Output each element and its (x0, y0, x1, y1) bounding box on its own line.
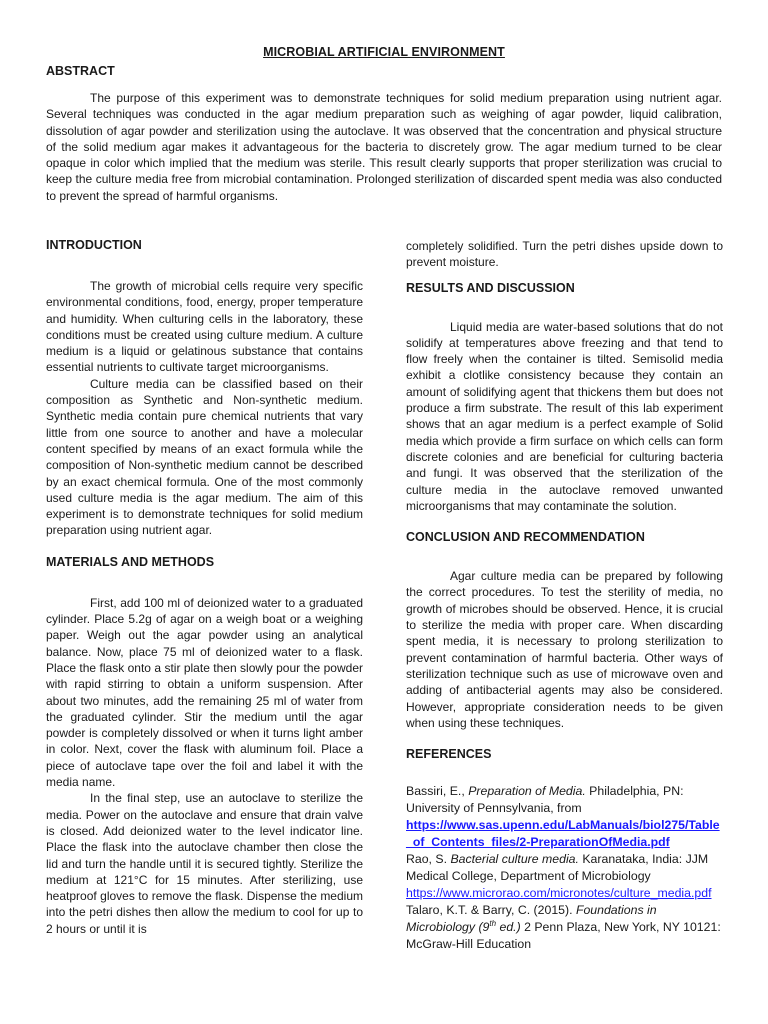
reference-title-end: ed.) (496, 920, 521, 935)
conclusion-paragraph: Agar culture media can be prepared by following the correct procedures. To test the sterility of media, no growth of microbes should be observed. Hence, it is crucial to sterilize the media with proper care. When discarding spent media, it is necessary to prolong sterilization to prevent contamination of harmful bacteria. Other ways of sterilization technique such as use of microwave oven and adding of antibacterial agents may also be considered. However, appropriate consideration needs to be given when using these techniques. (406, 569, 723, 730)
abstract-body: The purpose of this experiment was to demonstrate techniques for solid medium preparation using nutrient agar. Several techniques was conducted in the agar medium preparation such as weighing of agar powder, liquid calibration, dissolution of agar powder and sterilization using the autoclave. It was observed that the concentration and physical structure of the solid medium agar makes it advantageous for the bacteria to discretely grow. The agar medium turned to be clear opaque in color which implied that the medium was sterile. This result clearly supports that proper sterilization was crucial to keep the culture media free from microbial contamination. Prolonged sterilization of discarded spent media was also conducted to prevent the spread of harmful organisms. (46, 91, 722, 203)
results-heading: RESULTS AND DISCUSSION (406, 280, 575, 295)
reference-title: Bacterial culture media. (450, 852, 579, 867)
page-title: MICROBIAL ARTIFICIAL ENVIRONMENT (263, 45, 505, 59)
reference-details: Karanataka, India: JJM Medical College, Department of Microbiology (406, 852, 709, 884)
reference-link[interactable]: https://www.microrao.com/micronotes/culture_media.pdf (406, 886, 712, 901)
reference-author: Bassiri, E., (406, 784, 469, 799)
reference-link[interactable]: https://www.sas.upenn.edu/LabManuals/biol275/Table_of_Contents_files/2-PreparationOfMedia.pdf (406, 818, 720, 850)
left-column (46, 238, 363, 937)
reference-details: Philadelphia, PN: University of Pennsylvania, from (406, 784, 684, 816)
references-heading: REFERENCES (406, 747, 492, 762)
reference-details: 2 Penn Plaza, New York, NY 10121: McGraw-Hill Education (406, 920, 721, 952)
reference-item (406, 851, 723, 902)
right-column (406, 238, 723, 953)
introduction-heading: INTRODUCTION (46, 238, 142, 252)
methods-paragraph-1: First, add 100 ml of deionized water to a graduated cylinder. Place 5.2g of agar on a weigh boat or a weighing paper. Weigh out the agar powder using an analytical balance. Now, place 75 ml of deionized water to a flask. Place the flask onto a stir plate then slowly pour the powder with rapid stirring to obtain a uniform suspension. After about two minutes, add the remaining 25 ml of water from the graduated cylinder. Stir the medium until the agar powder is completely dissolved or when it turns light amber in color. Next, cover the flask with aluminum foil. Place a piece of autoclave tape over the foil and label it with the media name. (46, 595, 363, 790)
results-paragraph: Liquid media are water-based solutions that do not solidify at temperatures above freezing and that tend to flow freely when the container is tilted. Semisolid media exhibit a clotlike consistency because they contain an amount of solidifying agent that thickens them but does not produce a firm substrate. The result of this lab experiment shows that an agar medium is a perfect example of Solid media which provide a firm surface on which cells can form discrete colonies and are beneficial for culturing bacteria and fungi. It was observed that the sterilization of the culture media in the autoclave removed unwanted microorganisms that may contaminate the solution. (406, 319, 723, 513)
conclusion-heading: CONCLUSION AND RECOMMENDATION (406, 530, 645, 545)
introduction-paragraph-1: The growth of microbial cells require very specific environmental conditions, food, energy, proper temperature and humidity. When culturing cells in the laboratory, these conditions must be created using culture medium. A culture medium is a liquid or gelatinous substance that contains essential nutrients to cultivate target microorganisms. (46, 279, 363, 375)
reference-item (406, 783, 723, 851)
abstract-heading: ABSTRACT (46, 64, 115, 78)
reference-item (406, 902, 723, 953)
reference-author: Talaro, K.T. & Barry, C. (2015). (406, 903, 576, 918)
reference-superscript: th (489, 919, 497, 929)
methods-continuation: completely solidified. Turn the petri dishes upside down to prevent moisture. (406, 239, 723, 270)
methods-paragraph-2: In the final step, use an autoclave to sterilize the media. Power on the autoclave and ensure that drain valve is closed. Add deionized water to the level indicator line. Place the flask into the autoclave chamber then close the lid and turn the handle until it is secured tightly. Sterilize the medium at 121°C for 15 minutes. After sterilizing, use heatproof gloves to remove the flask. Dispense the medium into the petri dishes then allow the medium to cool for up to 2 hours or until it is (46, 791, 363, 936)
introduction-paragraph-2: Culture media can be classified based on their composition as Synthetic and Non-synthetic medium. Synthetic media contain pure chemical nutrients that vary little from one source to another and have a molecular content specified by means of an exact formula while the composition of Non-synthetic medium cannot be described by an exact chemical formula. One of the most commonly used culture media is the agar medium. The aim of this experiment is to demonstrate techniques for solid medium preparation using nutrient agar. (46, 376, 363, 538)
reference-title: Foundations in Microbiology (9 (406, 903, 657, 935)
reference-author: Rao, S. (406, 852, 451, 867)
methods-heading: MATERIALS AND METHODS (46, 554, 215, 569)
reference-title: Preparation of Media. (468, 784, 586, 799)
